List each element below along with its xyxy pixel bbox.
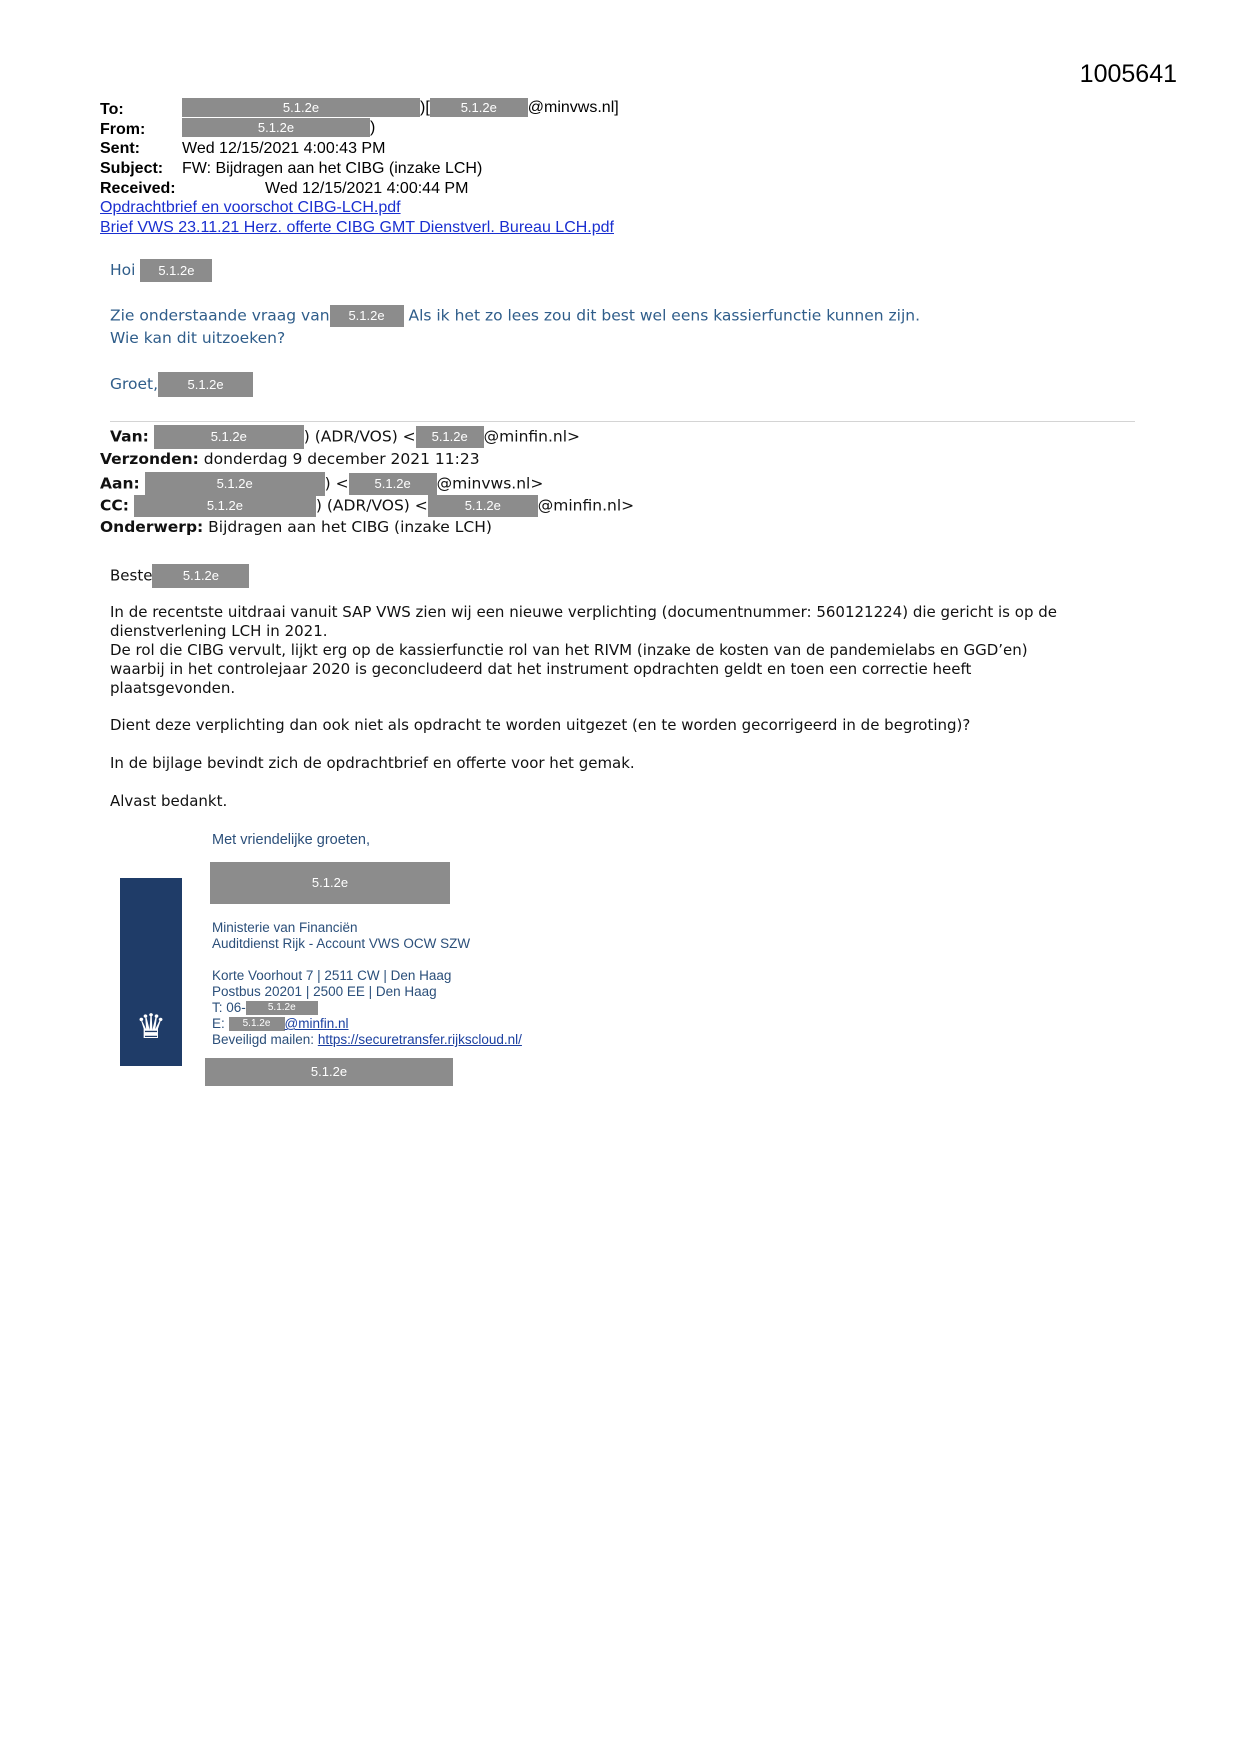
reply-line-2: Wie kan dit uitzoeken? <box>110 329 286 347</box>
header-to-row <box>100 100 124 119</box>
message-greeting: Beste 5.1.2e <box>110 564 249 588</box>
header-subject-row <box>100 159 163 178</box>
received-label: Received: <box>100 180 176 197</box>
to-label: To: <box>100 101 124 118</box>
signature-org-1: Ministerie van Financiën <box>212 920 358 935</box>
email-link[interactable]: @minfin.nl <box>284 1016 349 1031</box>
from-suffix: ) <box>370 119 376 136</box>
received-value: Wed 12/15/2021 4:00:44 PM <box>265 180 469 197</box>
signature-phone: T: 06- 5.1.2e <box>212 1000 318 1017</box>
subject-label: Subject: <box>100 160 164 177</box>
redaction-box: 5.1.2e <box>182 118 370 137</box>
redaction-box: 5.1.2e <box>152 564 249 588</box>
redaction-box: 5.1.2e <box>182 98 420 117</box>
signature-name-redaction <box>210 862 450 904</box>
reply-closing: Groet, 5.1.2e <box>110 372 253 397</box>
redaction-box: 5.1.2e <box>134 495 316 517</box>
redaction-box: 5.1.2e <box>158 372 253 397</box>
signature-address-2: Postbus 20201 | 2500 EE | Den Haag <box>212 984 437 999</box>
redaction-box: 5.1.2e <box>430 98 528 117</box>
sent-label: Sent: <box>100 140 140 157</box>
sent-value: Wed 12/15/2021 4:00:43 PM <box>182 140 386 157</box>
signature-address-1: Korte Voorhout 7 | 2511 CW | Den Haag <box>212 968 452 983</box>
attachment-2[interactable] <box>100 219 614 237</box>
forward-van: Van: 5.1.2e ) (ADR/VOS) < 5.1.2e @minfin.nl> <box>110 425 580 449</box>
redaction-box: 5.1.2e <box>145 472 325 496</box>
reply-greeting: Hoi 5.1.2e <box>110 259 212 282</box>
redaction-box: 5.1.2e <box>246 1001 318 1015</box>
secure-transfer-link[interactable]: https://securetransfer.rijkscloud.nl/ <box>317 1032 522 1047</box>
to-suffix-2: @minvws.nl] <box>527 99 619 116</box>
redaction-box: 5.1.2e <box>154 425 304 449</box>
redaction-box: 5.1.2e <box>229 1017 285 1031</box>
royal-crest-icon: ♛ <box>135 1008 167 1046</box>
header-sent-row <box>100 139 140 158</box>
header-received-row <box>100 179 176 198</box>
forward-onderwerp: Onderwerp: Bijdragen aan het CIBG (inzake LCH) <box>100 518 492 536</box>
reply-line-1: Zie onderstaande vraag van 5.1.2e Als ik het zo lees zou dit best wel eens kassierfunctie kunnen zijn. <box>110 305 920 327</box>
message-paragraph-2: Dient deze verplichting dan ook niet als opdracht te worden uitgezet (en te worden gecorrigeerd in de begroting)? <box>110 716 971 734</box>
forward-cc: CC: 5.1.2e ) (ADR/VOS) < 5.1.2e @minfin.nl> <box>100 495 634 517</box>
header-from-row <box>100 120 145 139</box>
header-from-value <box>182 118 375 137</box>
forward-verzonden: Verzonden: donderdag 9 december 2021 11:23 <box>100 450 480 468</box>
redaction-box: 5.1.2e <box>205 1058 453 1086</box>
signature-footer-redaction <box>205 1058 453 1086</box>
signature-secure-mail: Beveiligd mailen: https://securetransfer.rijkscloud.nl/ <box>212 1032 522 1047</box>
attachment-1[interactable] <box>100 199 401 217</box>
redaction-box: 5.1.2e <box>330 305 404 327</box>
document-number: 1005641 <box>1079 60 1177 88</box>
from-label: From: <box>100 121 146 138</box>
subject-value: FW: Bijdragen aan het CIBG (inzake LCH) <box>182 160 483 177</box>
redaction-box: 5.1.2e <box>140 259 212 282</box>
to-suffix-1: )[ <box>420 99 430 116</box>
redaction-box: 5.1.2e <box>210 862 450 904</box>
signature-org-2: Auditdienst Rijk - Account VWS OCW SZW <box>212 936 471 951</box>
message-paragraph-3: In de bijlage bevindt zich de opdrachtbrief en offerte voor het gemak. <box>110 754 635 772</box>
message-paragraph-4: Alvast bedankt. <box>110 792 228 810</box>
redaction-box: 5.1.2e <box>428 495 538 517</box>
forward-aan: Aan: 5.1.2e ) < 5.1.2e @minvws.nl> <box>100 472 543 496</box>
divider <box>110 421 1135 422</box>
signature-email: E: 5.1.2e @minfin.nl <box>212 1016 349 1031</box>
header-to-value <box>182 98 619 117</box>
signature-regards: Met vriendelijke groeten, <box>212 832 370 848</box>
message-paragraph-1: In de recentste uitdraai vanuit SAP VWS zien wij een nieuwe verplichting (documentnummer: 560121224) die gericht is op de dienstverlening LCH in 2021. De rol die CIBG vervult, lijkt erg op de kassierfunctie rol van het RIVM (inzake de kosten van de pandemielabs en GGD’en) waarbij in het controlejaar 2020 is geconcludeerd dat het instrument opdrachten geldt en toen een correctie heeft plaatsgevonden. <box>110 603 1057 697</box>
attachment-link[interactable]: Opdrachtbrief en voorschot CIBG-LCH.pdf <box>100 199 401 216</box>
redaction-box: 5.1.2e <box>416 426 484 448</box>
redaction-box: 5.1.2e <box>349 473 437 495</box>
attachment-link[interactable]: Brief VWS 23.11.21 Herz. offerte CIBG GMT Dienstverl. Bureau LCH.pdf <box>100 219 614 236</box>
